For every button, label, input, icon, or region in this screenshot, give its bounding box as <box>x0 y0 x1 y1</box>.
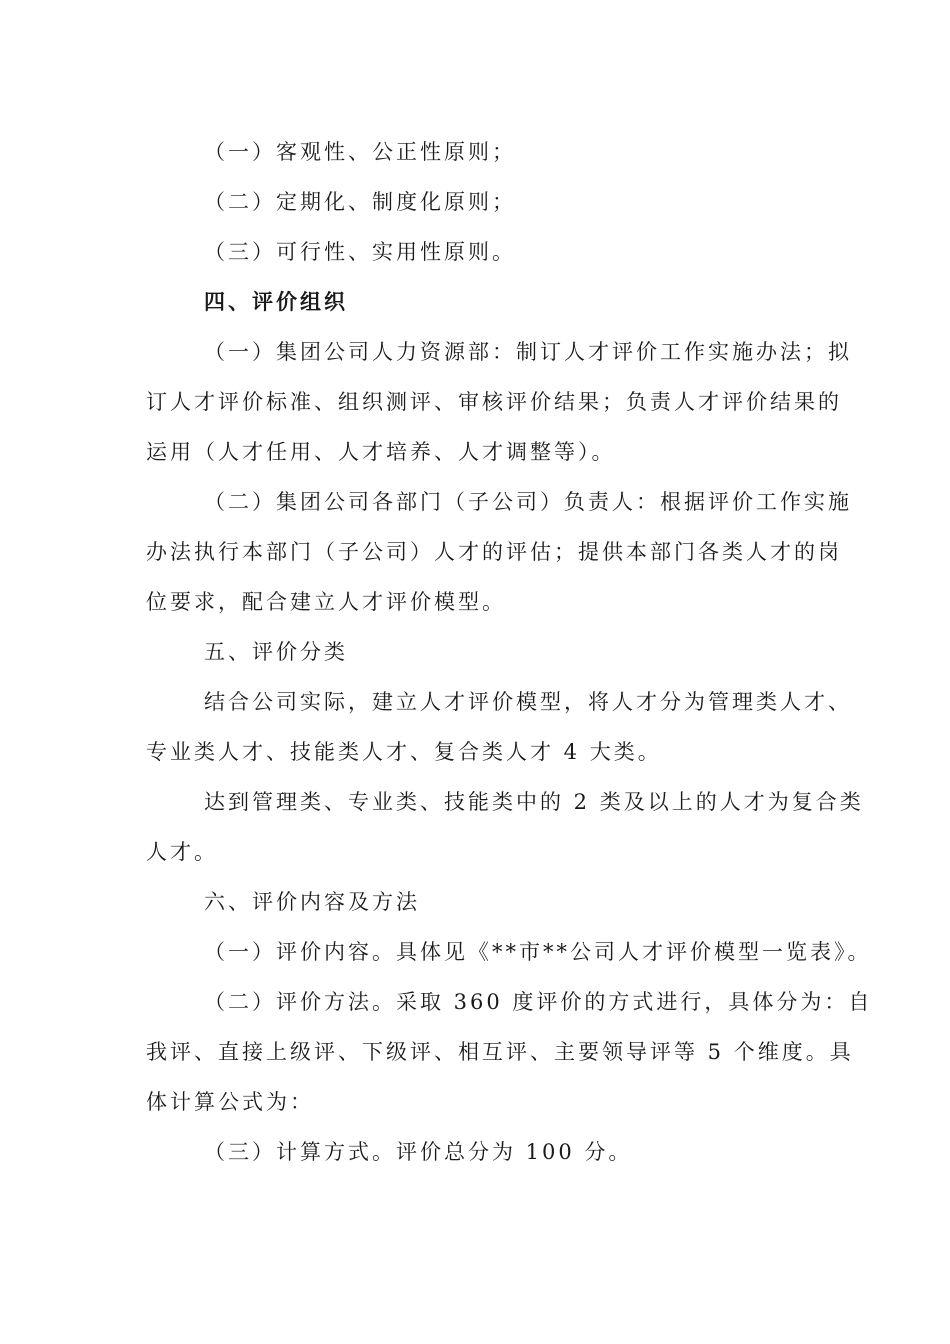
paragraph-line: 结合公司实际，建立人才评价模型，将人才分为管理类人才、 <box>204 690 852 714</box>
principle-1: （一）客观性、公正性原则； <box>204 140 516 164</box>
paragraph-line: 运用（人才任用、人才培养、人才调整等）。 <box>146 440 616 464</box>
paragraph-line: 体计算公式为： <box>146 1090 314 1114</box>
paragraph-line: （二）集团公司各部门（子公司）负责人：根据评价工作实施 <box>204 490 852 514</box>
paragraph-line: 我评、直接上级评、下级评、相互评、主要领导评等 5 个维度。具 <box>146 1040 854 1064</box>
principle-2: （二）定期化、制度化原则； <box>204 190 516 214</box>
paragraph-line: 人才。 <box>146 840 218 864</box>
paragraph-line: 位要求，配合建立人才评价模型。 <box>146 590 506 614</box>
paragraph-line: 专业类人才、技能类人才、复合类人才 4 大类。 <box>146 740 662 764</box>
paragraph-line: 办法执行本部门（子公司）人才的评估；提供本部门各类人才的岗 <box>146 540 842 564</box>
section-heading-5: 五、评价分类 <box>204 640 348 664</box>
section-heading-6: 六、评价内容及方法 <box>204 890 420 914</box>
paragraph-line: （一）评价内容。具体见《**市**公司人才评价模型一览表》。 <box>204 940 872 964</box>
paragraph-line: 达到管理类、专业类、技能类中的 2 类及以上的人才为复合类 <box>204 790 864 814</box>
paragraph-line: （二）评价方法。采取 360 度评价的方式进行，具体分为：自 <box>204 990 873 1014</box>
paragraph-line: 订人才评价标准、组织测评、审核评价结果；负责人才评价结果的 <box>146 390 842 414</box>
paragraph-line: （三）计算方式。评价总分为 100 分。 <box>204 1140 633 1164</box>
paragraph-line: （一）集团公司人力资源部：制订人才评价工作实施办法；拟 <box>204 340 852 364</box>
section-heading-4: 四、评价组织 <box>204 289 348 314</box>
principle-3: （三）可行性、实用性原则。 <box>204 240 516 264</box>
